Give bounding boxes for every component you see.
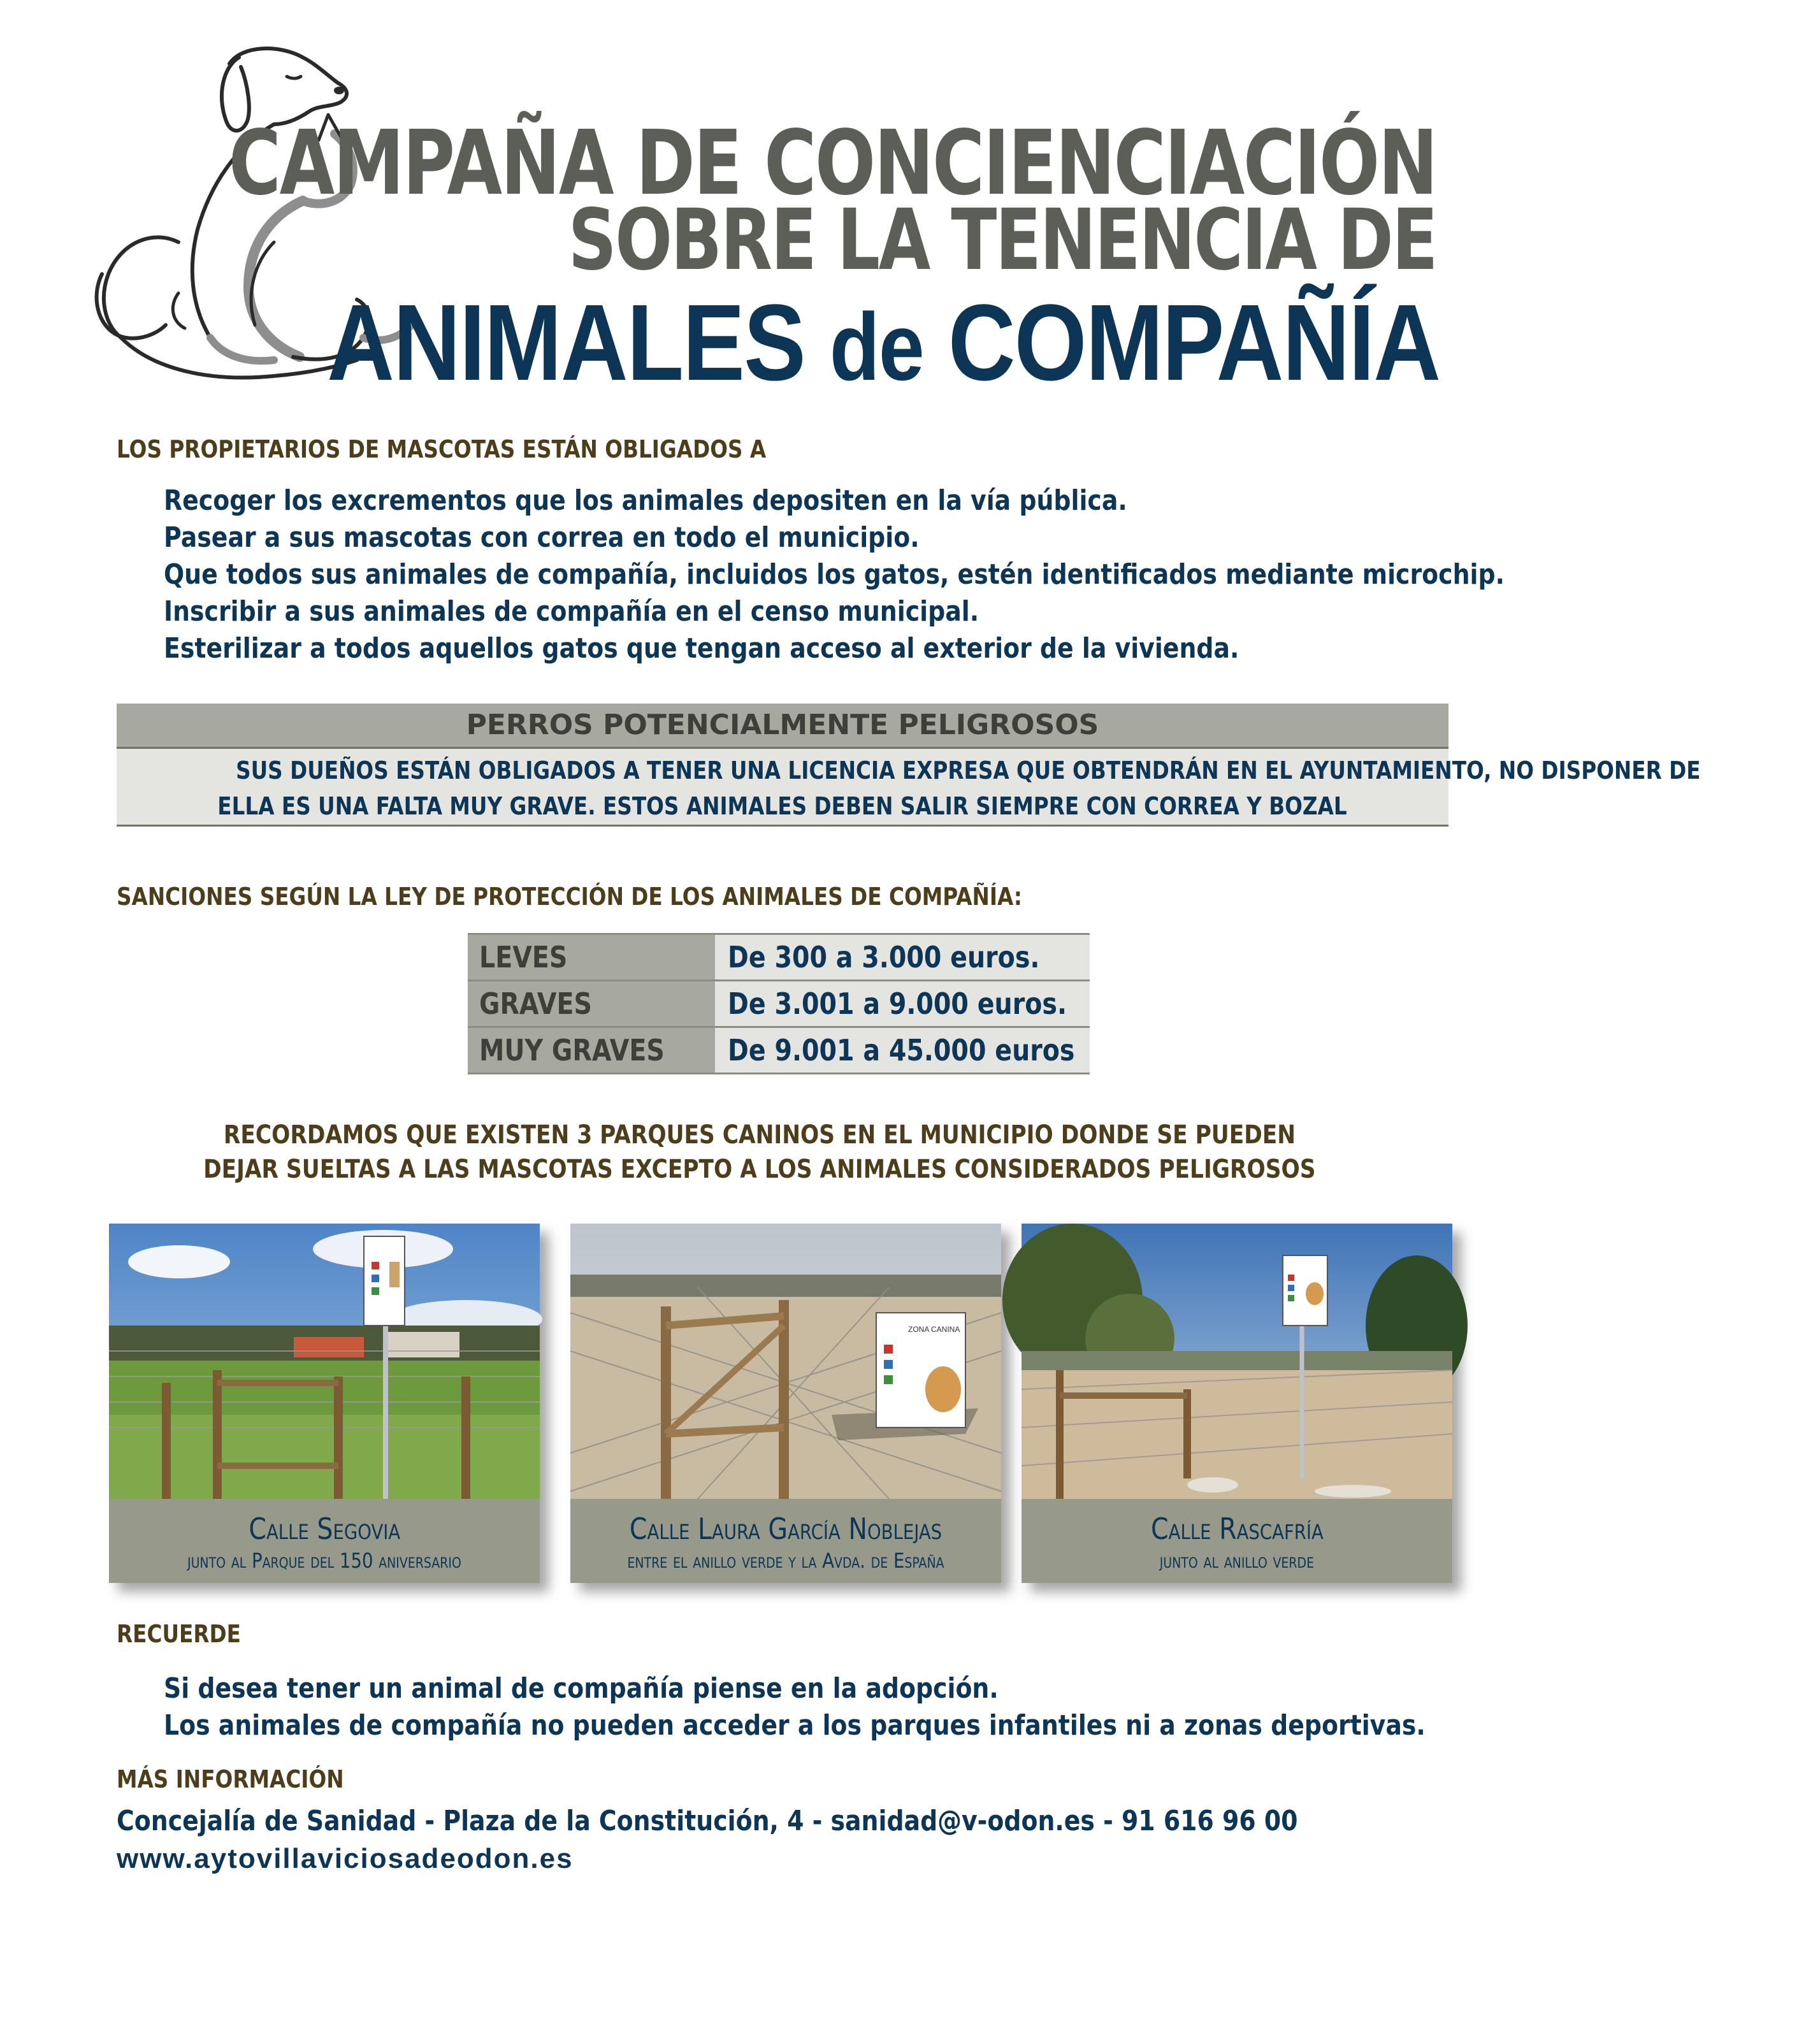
- sanction-level: [468, 935, 715, 979]
- obligation-item: Inscribir a sus animales de compañía en el censo municipal.: [164, 595, 979, 628]
- sanction-level-text: GRAVES: [479, 987, 592, 1021]
- park-location: [570, 1549, 1001, 1573]
- dangerous-dogs-box: [117, 704, 1701, 830]
- sign-label: ZONA CANINA: [908, 1325, 960, 1334]
- contact-line: Concejalía de Sanidad - Plaza de la Constitución, 4 - sanidad@v-odon.es - 91 616 96 00: [117, 1805, 1298, 1837]
- sanction-amount: [715, 935, 1090, 979]
- sanction-amount-text: De 3.001 a 9.000 euros.: [728, 987, 1067, 1021]
- park-location: [109, 1549, 540, 1573]
- park-location-text: entre el anillo verde y la Avda. de España: [627, 1549, 944, 1573]
- title-word-animales: ANIMALES: [327, 282, 830, 403]
- sanctions-table: [468, 933, 1090, 1074]
- park-name: [1022, 1512, 1452, 1546]
- park-caption: [1022, 1499, 1452, 1583]
- reminder-heading: RECUERDE: [117, 1620, 241, 1648]
- obligations-heading: LOS PROPIETARIOS DE MASCOTAS ESTÁN OBLIGADOS A: [117, 435, 767, 463]
- park-caption: [109, 1499, 540, 1583]
- reminder-item: Los animales de compañía no pueden acceder a los parques infantiles ni a zonas deportivas.: [164, 1709, 1426, 1742]
- parks-note-line-2: [0, 1155, 1519, 1184]
- park-photo: [109, 1224, 540, 1499]
- obligation-item: Pasear a sus mascotas con correa en todo el municipio.: [164, 521, 920, 554]
- website-link[interactable]: www.aytovillaviciosadeodon.es: [117, 1843, 574, 1874]
- park-name-text: Calle Rascafría: [1150, 1512, 1324, 1546]
- sanction-level-text: MUY GRAVES: [479, 1033, 665, 1067]
- park-card-segovia: [109, 1224, 540, 1583]
- table-row: [468, 981, 1090, 1028]
- dangerous-dogs-line-1: SUS DUEÑOS ESTÁN OBLIGADOS A TENER UNA LICENCIA EXPRESA QUE OBTENDRÁN EN EL AYUNTAMIENTO, NO DISPONER DE: [236, 756, 1701, 784]
- sanction-level: [468, 1028, 715, 1073]
- obligation-item: Que todos sus animales de compañía, incluidos los gatos, estén identificados mediante microchip.: [164, 558, 1505, 591]
- sanction-level: [468, 981, 715, 1026]
- sanction-amount-text: De 9.001 a 45.000 euros: [728, 1033, 1075, 1067]
- title-word-de: de: [829, 293, 923, 400]
- title-line-2: SOBRE LA TENENCIA DE: [568, 191, 1436, 289]
- obligation-item: Esterilizar a todos aquellos gatos que tengan acceso al exterior de la vivienda.: [164, 632, 1239, 665]
- park-name: [109, 1512, 540, 1546]
- park-name: [570, 1512, 1001, 1546]
- park-name-text: Calle Laura García Noblejas: [629, 1512, 942, 1546]
- parks-note-text-2: DEJAR SUELTAS A LAS MASCOTAS EXCEPTO A LOS ANIMALES CONSIDERADOS PELIGROSOS: [203, 1155, 1316, 1184]
- park-name-text: Calle Segovia: [249, 1512, 400, 1546]
- dangerous-dogs-text: [117, 749, 1701, 827]
- park-location-text: junto al Parque del 150 aniversario: [187, 1549, 461, 1573]
- sanction-amount-text: De 300 a 3.000 euros.: [728, 940, 1040, 974]
- parks-note-text-1: RECORDAMOS QUE EXISTEN 3 PARQUES CANINOS EN EL MUNICIPIO DONDE SE PUEDEN: [223, 1120, 1296, 1150]
- park-card-laura-garcia-noblejas: [570, 1224, 1001, 1583]
- title-line-3: [327, 280, 1440, 405]
- park-location: [1022, 1549, 1452, 1573]
- parks-note-line-1: [0, 1120, 1519, 1150]
- dangerous-dogs-line-2: ELLA ES UNA FALTA MUY GRAVE. ESTOS ANIMALES DEBEN SALIR SIEMPRE CON CORREA Y BOZAL: [217, 792, 1348, 820]
- sanction-amount: [715, 1028, 1090, 1073]
- title-word-compania: COMPAÑÍA: [923, 282, 1440, 403]
- park-location-text: junto al anillo verde: [1159, 1549, 1315, 1573]
- park-caption: [570, 1499, 1001, 1583]
- sanction-level-text: LEVES: [479, 940, 568, 974]
- table-row: [468, 933, 1090, 981]
- obligation-item: Recoger los excrementos que los animales depositen en la vía pública.: [164, 484, 1127, 517]
- park-card-rascafria: [1022, 1224, 1452, 1583]
- title-line-1: CAMPAÑA DE CONCIENCIACIÓN: [228, 112, 1436, 215]
- reminder-item: Si desea tener un animal de compañía piense en la adopción.: [164, 1672, 999, 1705]
- more-info-heading: MÁS INFORMACIÓN: [117, 1765, 344, 1793]
- park-photo: [570, 1224, 1001, 1499]
- sanctions-heading: SANCIONES SEGÚN LA LEY DE PROTECCIÓN DE LOS ANIMALES DE COMPAÑÍA:: [117, 883, 1023, 911]
- table-row: [468, 1028, 1090, 1074]
- park-photo: [1022, 1224, 1452, 1499]
- dangerous-dogs-title: PERROS POTENCIALMENTE PELIGROSOS: [117, 704, 1448, 749]
- sanction-amount: [715, 981, 1090, 1026]
